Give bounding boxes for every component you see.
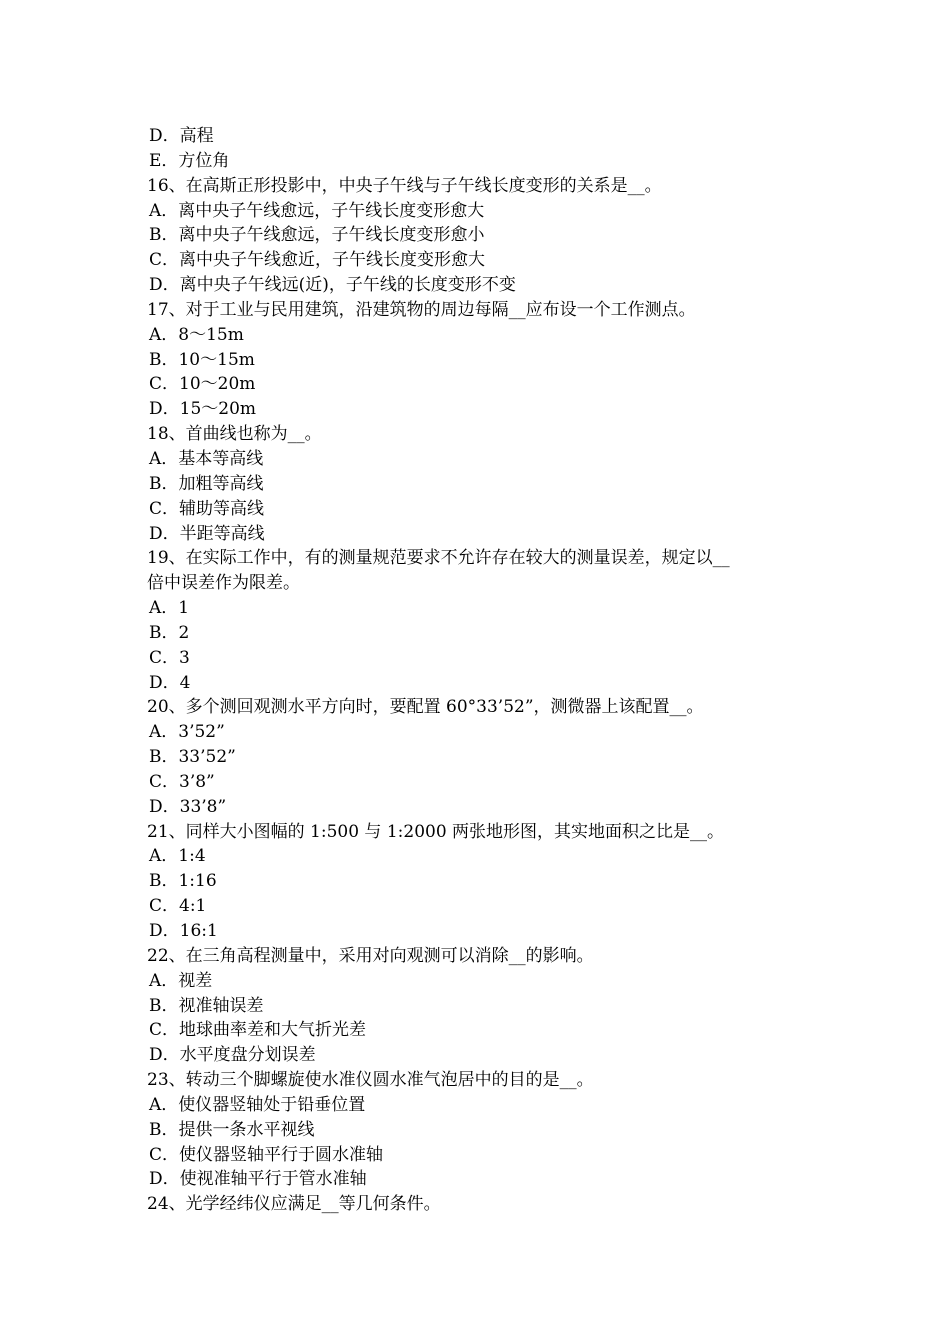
question-23: 23、转动三个脚螺旋使水准仪圆水准气泡居中的目的是__。 [147, 1070, 594, 1091]
option-line: A．3’52” [149, 722, 225, 743]
option-line: E．方位角 [149, 150, 230, 171]
question-18: 18、首曲线也称为__。 [147, 424, 322, 445]
option-line: C．地球曲率差和大气折光差 [149, 1020, 367, 1041]
option-line: D．半距等高线 [149, 523, 265, 544]
option-line: B．2 [149, 622, 190, 643]
question-19: 19、在实际工作中，有的测量规范要求不允许存在较大的测量误差，规定以__ [147, 548, 730, 569]
question-24: 24、光学经纬仪应满足__等几何条件。 [147, 1194, 441, 1215]
option-line: C．辅助等高线 [149, 498, 265, 519]
option-line: C．离中央子午线愈近，子午线长度变形愈大 [149, 250, 486, 271]
option-line: D．使视准轴平行于管水准轴 [149, 1169, 367, 1190]
option-line: A．1:4 [149, 846, 206, 867]
option-line: C．使仪器竖轴平行于圆水准轴 [149, 1144, 384, 1165]
question-17: 17、对于工业与民用建筑，沿建筑物的周边每隔__应布设一个工作测点。 [147, 299, 696, 320]
option-line: A．视差 [149, 970, 213, 991]
option-line: D．水平度盘分划误差 [149, 1045, 316, 1066]
question-21: 21、同样大小图幅的 1:500 与 1:2000 两张地形图，其实地面积之比是__。 [147, 821, 725, 842]
option-line: A．基本等高线 [149, 448, 264, 469]
option-line: B．10～15m [149, 349, 255, 370]
document-body [147, 124, 817, 1217]
option-line: C．10～20m [149, 374, 256, 395]
question-16: 16、在高斯正形投影中，中央子午线与子午线长度变形的关系是__。 [147, 175, 662, 196]
question-19-continuation: 倍中误差作为限差。 [147, 573, 300, 594]
option-line: A．离中央子午线愈远，子午线长度变形愈大 [149, 200, 485, 221]
option-line: B．加粗等高线 [149, 473, 264, 494]
option-line: B．离中央子午线愈远，子午线长度变形愈小 [149, 225, 485, 246]
option-line: D．15～20m [149, 399, 257, 420]
option-line: C．3’8” [149, 771, 215, 792]
option-line: D．4 [149, 672, 191, 693]
option-line: A．8～15m [149, 324, 244, 345]
question-20: 20、多个测回观测水平方向时，要配置 60°33’52”，测微器上该配置__。 [147, 697, 704, 718]
option-line: B．33’52” [149, 747, 236, 768]
option-line: A．1 [149, 598, 190, 619]
option-line: D．33’8” [149, 796, 227, 817]
option-line: B．视准轴误差 [149, 995, 264, 1016]
option-line: C．3 [149, 647, 190, 668]
option-line: D．离中央子午线远(近)，子午线的长度变形不变 [149, 275, 516, 296]
option-line: C．4:1 [149, 896, 207, 917]
option-line: B．1:16 [149, 871, 217, 892]
question-22: 22、在三角高程测量中，采用对向观测可以消除__的影响。 [147, 945, 594, 966]
option-line: A．使仪器竖轴处于铅垂位置 [149, 1094, 366, 1115]
option-line: D．高程 [149, 126, 214, 146]
option-line: D．16:1 [149, 921, 218, 941]
option-line: B．提供一条水平视线 [149, 1119, 315, 1140]
